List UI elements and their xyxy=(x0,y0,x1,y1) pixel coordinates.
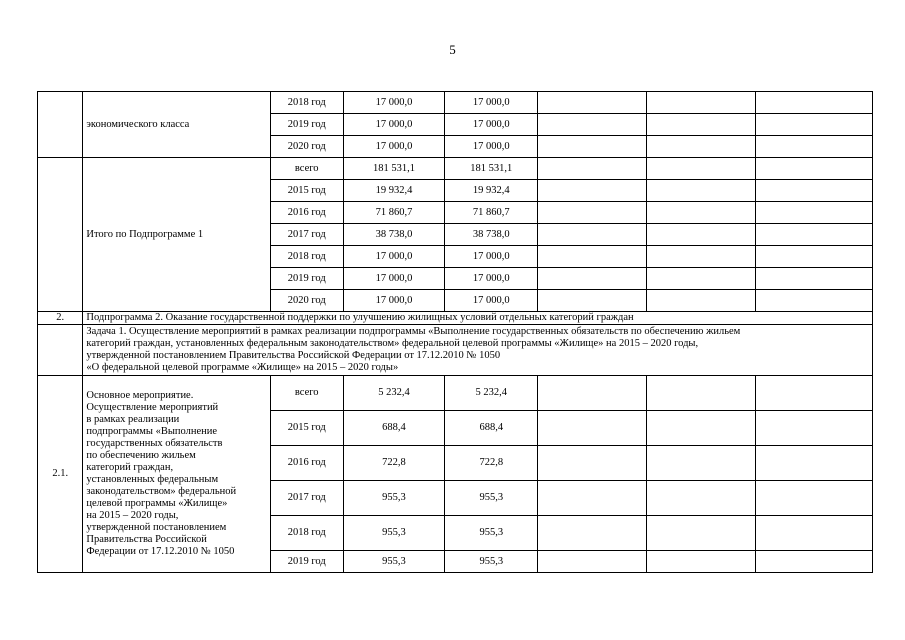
year-cell: всего xyxy=(270,376,343,411)
empty-cell xyxy=(647,290,756,312)
activity-name-line: Основное мероприятие. xyxy=(86,390,194,401)
empty-cell xyxy=(538,114,647,136)
empty-cell xyxy=(538,136,647,158)
activity-name-line: установленных федеральным xyxy=(86,474,219,485)
empty-cell xyxy=(538,158,647,180)
empty-cell xyxy=(647,246,756,268)
activity-name-line: Федерации от 17.12.2010 № 1050 xyxy=(86,546,235,557)
value-federal-cell: 17 000,0 xyxy=(445,136,538,158)
year-cell: 2018 год xyxy=(270,516,343,551)
empty-cell xyxy=(755,516,872,551)
year-cell: 2015 год xyxy=(270,180,343,202)
empty-cell xyxy=(647,202,756,224)
activity-name-line: Правительства Российской xyxy=(86,534,207,545)
year-cell: 2020 год xyxy=(270,290,343,312)
value-total-cell: 17 000,0 xyxy=(343,268,445,290)
year-cell: 2019 год xyxy=(270,268,343,290)
subprogram-number: 2. xyxy=(38,312,83,325)
value-federal-cell: 955,3 xyxy=(445,516,538,551)
empty-cell xyxy=(647,551,756,573)
value-federal-cell: 17 000,0 xyxy=(445,246,538,268)
empty-cell xyxy=(755,551,872,573)
year-cell: 2019 год xyxy=(270,551,343,573)
empty-cell xyxy=(755,290,872,312)
empty-cell xyxy=(647,411,756,446)
year-cell: 2019 год xyxy=(270,114,343,136)
activity-name-cell: экономического класса xyxy=(83,92,271,158)
value-total-cell: 181 531,1 xyxy=(343,158,445,180)
value-federal-cell: 722,8 xyxy=(445,446,538,481)
subprogram-title: Подпрограмма 2. Оказание государственной поддержки по улучшению жилищных условий отдельных категорий граждан xyxy=(83,312,873,325)
activity-name-line: Осуществление мероприятий xyxy=(86,402,219,413)
empty-cell xyxy=(755,180,872,202)
empty-cell xyxy=(755,114,872,136)
year-cell: 2018 год xyxy=(270,246,343,268)
value-total-cell: 955,3 xyxy=(343,481,445,516)
row-number-cell xyxy=(38,325,83,376)
empty-cell xyxy=(538,446,647,481)
value-federal-cell: 19 932,4 xyxy=(445,180,538,202)
year-cell: 2017 год xyxy=(270,224,343,246)
empty-cell xyxy=(755,268,872,290)
activity-name-line: государственных обязательств xyxy=(86,438,223,449)
empty-cell xyxy=(755,411,872,446)
empty-cell xyxy=(647,136,756,158)
year-cell: 2016 год xyxy=(270,446,343,481)
empty-cell xyxy=(538,551,647,573)
empty-cell xyxy=(755,376,872,411)
value-total-cell: 71 860,7 xyxy=(343,202,445,224)
page-number: 5 xyxy=(449,42,456,57)
value-federal-cell: 955,3 xyxy=(445,481,538,516)
value-total-cell: 955,3 xyxy=(343,551,445,573)
activity-name-line: в рамках реализации xyxy=(86,414,180,425)
activity-name-line: законодательством» федеральной xyxy=(86,486,237,497)
value-total-cell: 17 000,0 xyxy=(343,92,445,114)
activity-number: 2.1. xyxy=(38,376,83,573)
empty-cell xyxy=(538,376,647,411)
value-federal-cell: 181 531,1 xyxy=(445,158,538,180)
empty-cell xyxy=(647,446,756,481)
task-line: Задача 1. Осуществление мероприятий в рамках реализации подпрограммы «Выполнение государственных обязательств по обеспечению жильем xyxy=(86,326,741,337)
budget-table xyxy=(37,91,873,573)
activity-name-line: категорий граждан, xyxy=(86,462,174,473)
empty-cell xyxy=(647,114,756,136)
empty-cell xyxy=(538,268,647,290)
value-federal-cell: 955,3 xyxy=(445,551,538,573)
row-number-cell xyxy=(38,158,83,312)
value-federal-cell: 17 000,0 xyxy=(445,92,538,114)
empty-cell xyxy=(538,516,647,551)
empty-cell xyxy=(538,92,647,114)
empty-cell xyxy=(755,224,872,246)
value-total-cell: 17 000,0 xyxy=(343,136,445,158)
activity-name-cell xyxy=(83,376,271,573)
activity-name-line: по обеспечению жильем xyxy=(86,450,196,461)
empty-cell xyxy=(647,224,756,246)
row-number-cell xyxy=(38,92,83,158)
empty-cell xyxy=(755,158,872,180)
empty-cell xyxy=(647,180,756,202)
subprogram-row xyxy=(38,312,873,325)
value-total-cell: 17 000,0 xyxy=(343,114,445,136)
value-federal-cell: 17 000,0 xyxy=(445,114,538,136)
table-row xyxy=(38,376,873,411)
empty-cell xyxy=(538,180,647,202)
value-total-cell: 5 232,4 xyxy=(343,376,445,411)
table-row xyxy=(38,92,873,114)
empty-cell xyxy=(647,481,756,516)
task-line: утвержденной постановлением Правительства Российской Федерации от 17.12.2010 № 1050 xyxy=(86,350,501,361)
empty-cell xyxy=(647,516,756,551)
empty-cell xyxy=(538,290,647,312)
empty-cell xyxy=(755,446,872,481)
empty-cell xyxy=(755,246,872,268)
empty-cell xyxy=(538,224,647,246)
empty-cell xyxy=(755,92,872,114)
value-total-cell: 17 000,0 xyxy=(343,290,445,312)
year-cell: 2016 год xyxy=(270,202,343,224)
empty-cell xyxy=(538,481,647,516)
total-name-cell: Итого по Подпрограмме 1 xyxy=(83,158,271,312)
activity-name-line: подпрограммы «Выполнение xyxy=(86,426,218,437)
year-cell: всего xyxy=(270,158,343,180)
empty-cell xyxy=(647,158,756,180)
value-total-cell: 38 738,0 xyxy=(343,224,445,246)
task-line: категорий граждан, установленных федеральным законодательством» федеральной целевой программы «Жилище» на 2015 – 2020 годы, xyxy=(86,338,699,349)
activity-name-line: целевой программы «Жилище» xyxy=(86,498,228,509)
empty-cell xyxy=(538,202,647,224)
value-federal-cell: 17 000,0 xyxy=(445,268,538,290)
empty-cell xyxy=(755,136,872,158)
value-federal-cell: 71 860,7 xyxy=(445,202,538,224)
empty-cell xyxy=(755,481,872,516)
empty-cell xyxy=(647,92,756,114)
value-federal-cell: 38 738,0 xyxy=(445,224,538,246)
empty-cell xyxy=(647,268,756,290)
task-text xyxy=(83,325,873,376)
value-total-cell: 955,3 xyxy=(343,516,445,551)
task-row xyxy=(38,325,873,376)
table-row xyxy=(38,158,873,180)
task-line: «О федеральной целевой программе «Жилище» на 2015 – 2020 годы» xyxy=(86,362,399,373)
activity-name-line: утвержденной постановлением xyxy=(86,522,227,533)
value-federal-cell: 17 000,0 xyxy=(445,290,538,312)
empty-cell xyxy=(538,246,647,268)
value-total-cell: 722,8 xyxy=(343,446,445,481)
year-cell: 2017 год xyxy=(270,481,343,516)
value-total-cell: 19 932,4 xyxy=(343,180,445,202)
year-cell: 2015 год xyxy=(270,411,343,446)
year-cell: 2020 год xyxy=(270,136,343,158)
empty-cell xyxy=(538,411,647,446)
value-federal-cell: 5 232,4 xyxy=(445,376,538,411)
value-total-cell: 688,4 xyxy=(343,411,445,446)
value-total-cell: 17 000,0 xyxy=(343,246,445,268)
year-cell: 2018 год xyxy=(270,92,343,114)
value-federal-cell: 688,4 xyxy=(445,411,538,446)
empty-cell xyxy=(755,202,872,224)
activity-name-line: на 2015 – 2020 годы, xyxy=(86,510,179,521)
empty-cell xyxy=(647,376,756,411)
